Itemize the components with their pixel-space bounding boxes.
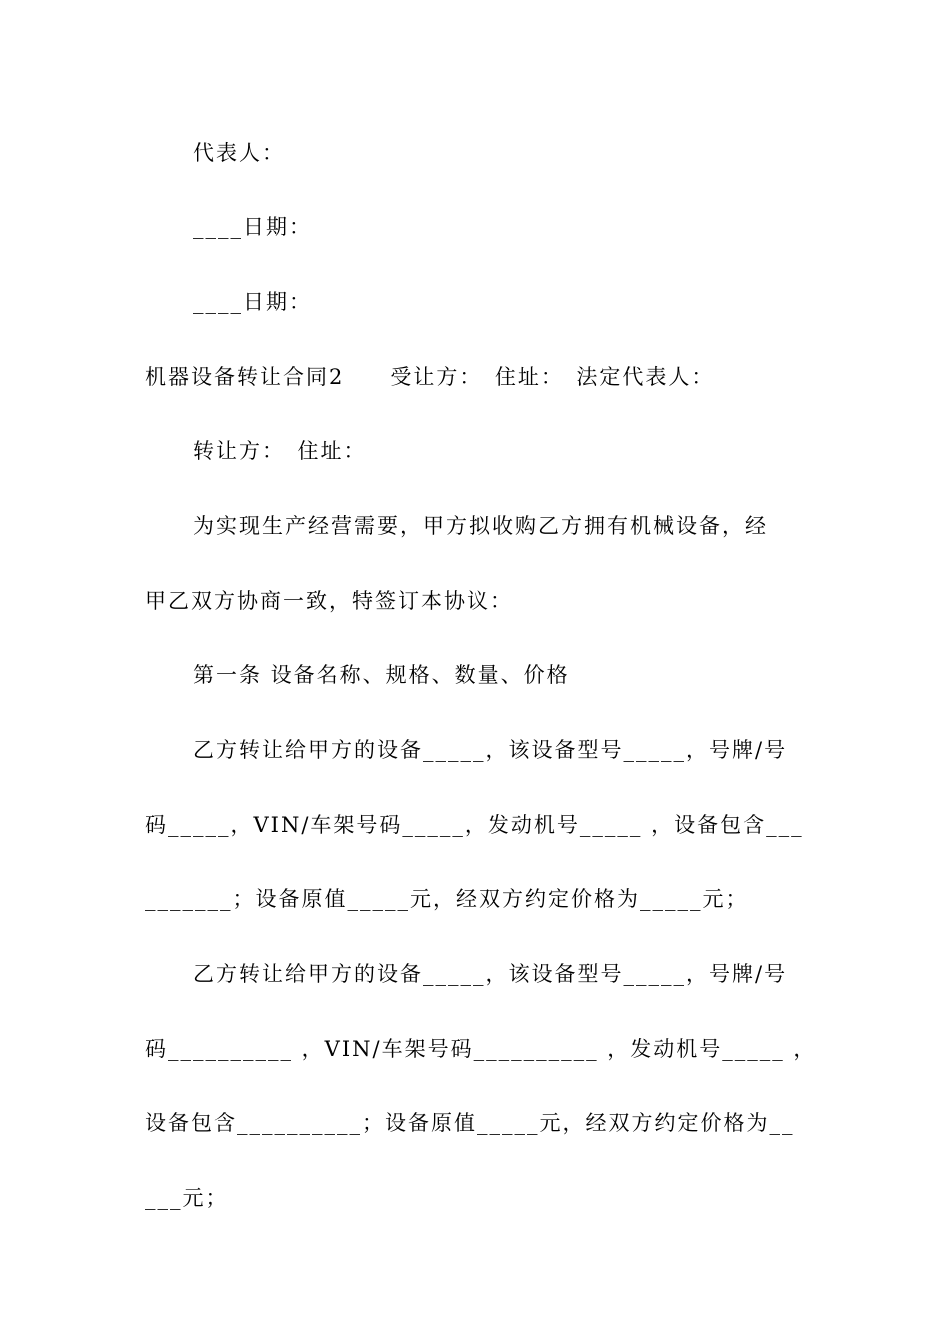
contract-title-line: 机器设备转让合同2 受让方： 住址： 法定代表人： <box>145 365 715 389</box>
date-line-2: ____日期： <box>193 290 312 314</box>
representative-line: 代表人： <box>193 141 285 165</box>
equipment-paragraph-1-line-2: 码_____，VIN/车架号码_____，发动机号_____ ，设备包含___ <box>145 813 804 837</box>
equipment-paragraph-2-line-3: 设备包含__________；设备原值_____元，经双方约定价格为__ <box>145 1111 795 1135</box>
date-line-1: ____日期： <box>193 215 312 239</box>
transferor-line: 转让方： 住址： <box>193 439 367 463</box>
equipment-paragraph-1-line-3: _______；设备原值_____元，经双方约定价格为_____元； <box>145 887 749 911</box>
equipment-paragraph-2-line-2: 码__________ ，VIN/车架号码__________ ，发动机号_____ ， <box>145 1037 817 1061</box>
preamble-line-2: 甲乙双方协商一致，特签订本协议： <box>145 589 513 613</box>
preamble-line-1: 为实现生产经营需要，甲方拟收购乙方拥有机械设备，经 <box>193 514 768 538</box>
equipment-paragraph-2-line-1: 乙方转让给甲方的设备_____，该设备型号_____，号牌/号 <box>193 962 788 986</box>
equipment-paragraph-2-line-4: ___元； <box>145 1186 229 1210</box>
article-one-heading: 第一条 设备名称、规格、数量、价格 <box>193 663 570 687</box>
equipment-paragraph-1-line-1: 乙方转让给甲方的设备_____，该设备型号_____，号牌/号 <box>193 738 788 762</box>
